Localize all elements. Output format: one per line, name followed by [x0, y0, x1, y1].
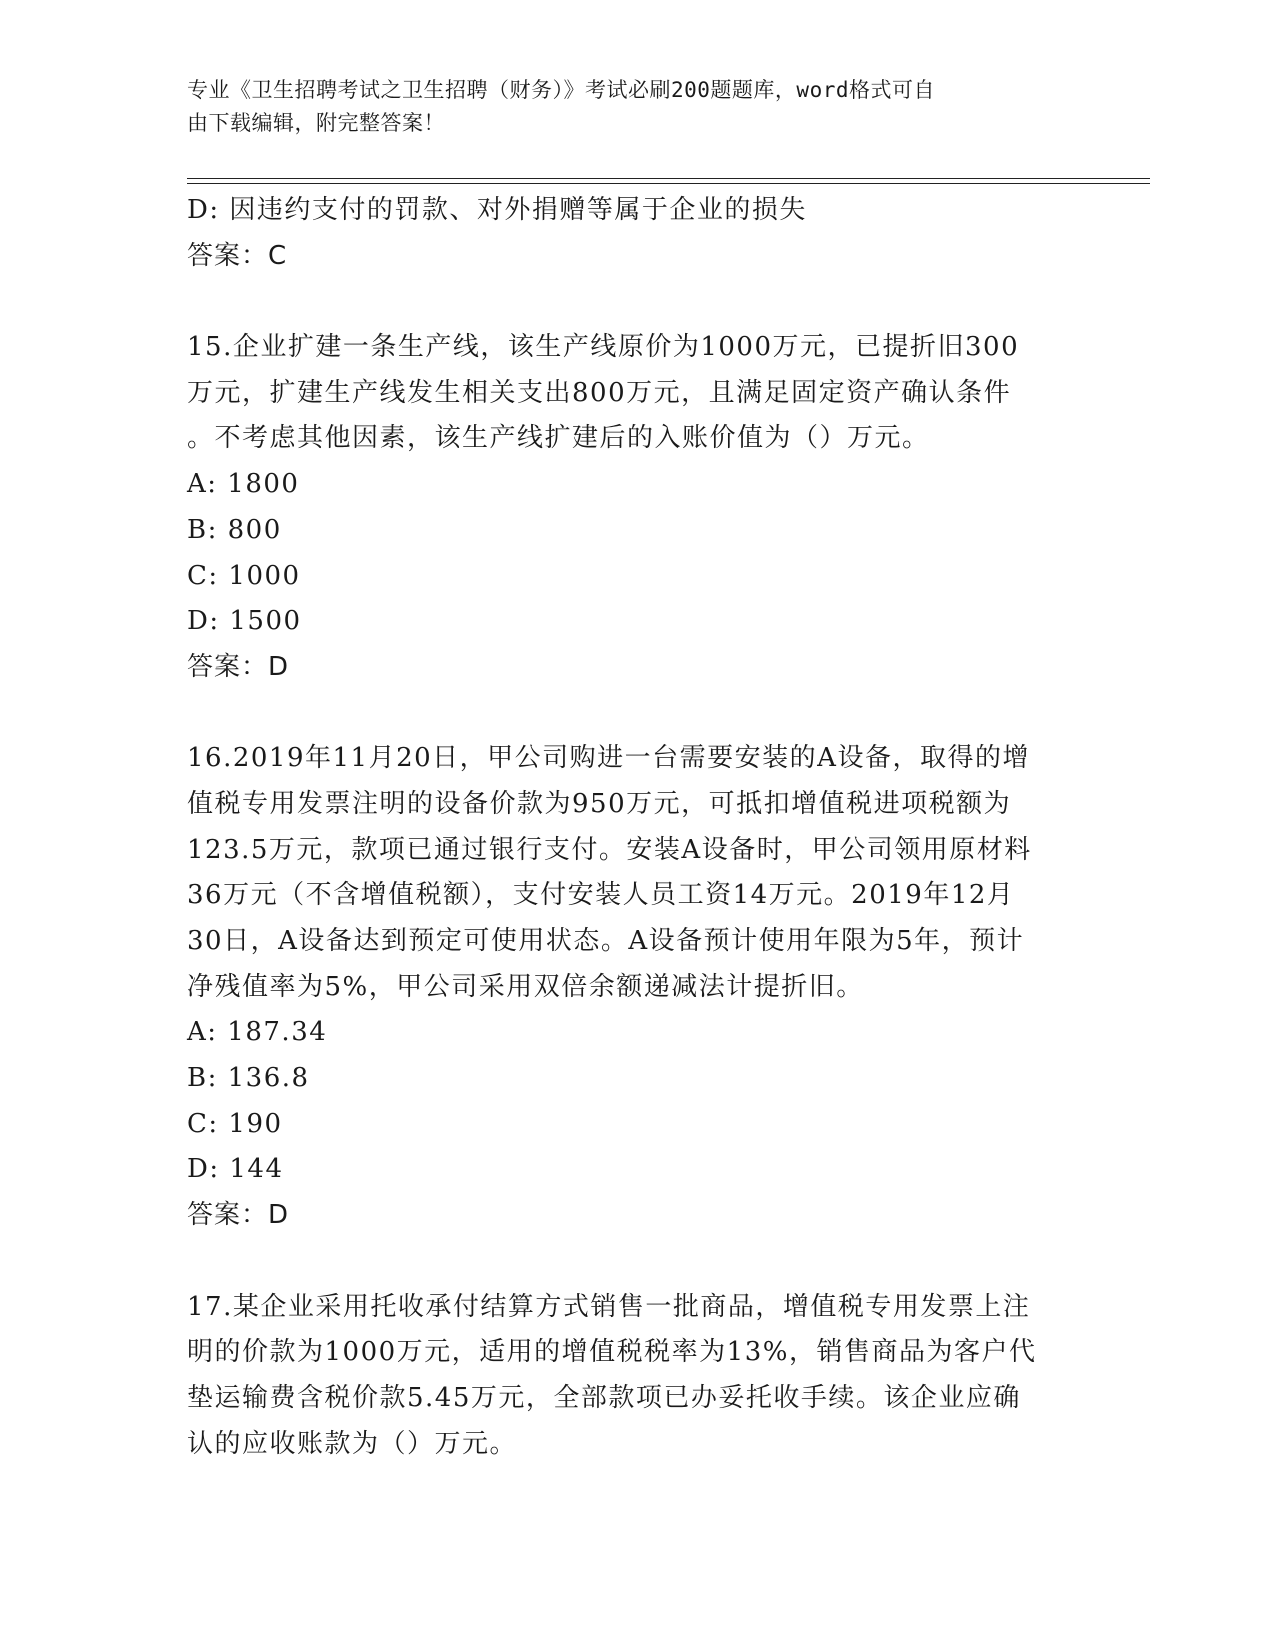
- question-text-line: 值税专用发票注明的设备价款为950万元，可抵扣增值税进项税额为: [187, 788, 1012, 819]
- question-16: [187, 736, 1087, 1239]
- answer-line: 答案：C: [187, 240, 288, 271]
- question-text-line: 净残值率为5%，甲公司采用双倍余额递减法计提折旧。: [187, 971, 864, 1002]
- question-15: [187, 325, 1087, 691]
- answer-line: 答案：D: [187, 651, 290, 682]
- header-line-2: 由下载编辑，附完整答案！: [187, 111, 445, 135]
- question-text-line: 36万元（不含增值税额），支付安装人员工资14万元。2019年12月: [187, 880, 1015, 911]
- option-b: B: 136.8: [187, 1063, 310, 1094]
- question-17: [187, 1285, 1087, 1468]
- question-text-line: 16.2019年11月20日，甲公司购进一台需要安装的A设备，取得的增: [187, 743, 1030, 774]
- question-text-line: 万元，扩建生产线发生相关支出800万元，且满足固定资产确认条件: [187, 377, 1012, 408]
- question-content: [187, 188, 1087, 1467]
- spacer: [187, 279, 1087, 325]
- question-text-line: 15.企业扩建一条生产线，该生产线原价为1000万元，已提折旧300: [187, 332, 1020, 363]
- option-d: D: 1500: [187, 606, 302, 637]
- question-text-line: 17.某企业采用托收承付结算方式销售一批商品，增值税专用发票上注: [187, 1291, 1031, 1322]
- question-text-line: 123.5万元，款项已通过银行支付。安装A设备时，甲公司领用原材料: [187, 834, 1032, 865]
- spacer: [187, 691, 1087, 737]
- page-header: [187, 74, 1067, 140]
- option-c: C: 1000: [187, 560, 301, 591]
- option-a: A: 1800: [187, 469, 300, 500]
- question-text-line: 垫运输费含税价款5.45万元，全部款项已办妥托收手续。该企业应确: [187, 1382, 1021, 1413]
- question-text-line: 。不考虑其他因素，该生产线扩建后的入账价值为（）万元。: [187, 423, 930, 454]
- option-c: C: 190: [187, 1108, 283, 1139]
- question-text-line: 30日，A设备达到预定可使用状态。A设备预计使用年限为5年，预计: [187, 926, 1025, 956]
- header-divider-bottom: [187, 183, 1150, 184]
- header-line-1: 专业《卫生招聘考试之卫生招聘（财务）》考试必刷200题题库，word格式可自: [187, 78, 935, 102]
- option-a: A: 187.34: [187, 1017, 328, 1048]
- spacer: [187, 1239, 1087, 1285]
- header-divider-top: [187, 178, 1150, 179]
- option-d: D: 因违约支付的罚款、对外捐赠等属于企业的损失: [187, 195, 807, 225]
- option-d: D: 144: [187, 1154, 284, 1185]
- question-text-line: 明的价款为1000万元，适用的增值税税率为13%，销售商品为客户代: [187, 1337, 1037, 1368]
- answer-line: 答案：D: [187, 1200, 290, 1231]
- previous-question-tail: [187, 188, 1087, 279]
- question-text-line: 认的应收账款为（）万元。: [187, 1428, 518, 1459]
- option-b: B: 800: [187, 514, 282, 545]
